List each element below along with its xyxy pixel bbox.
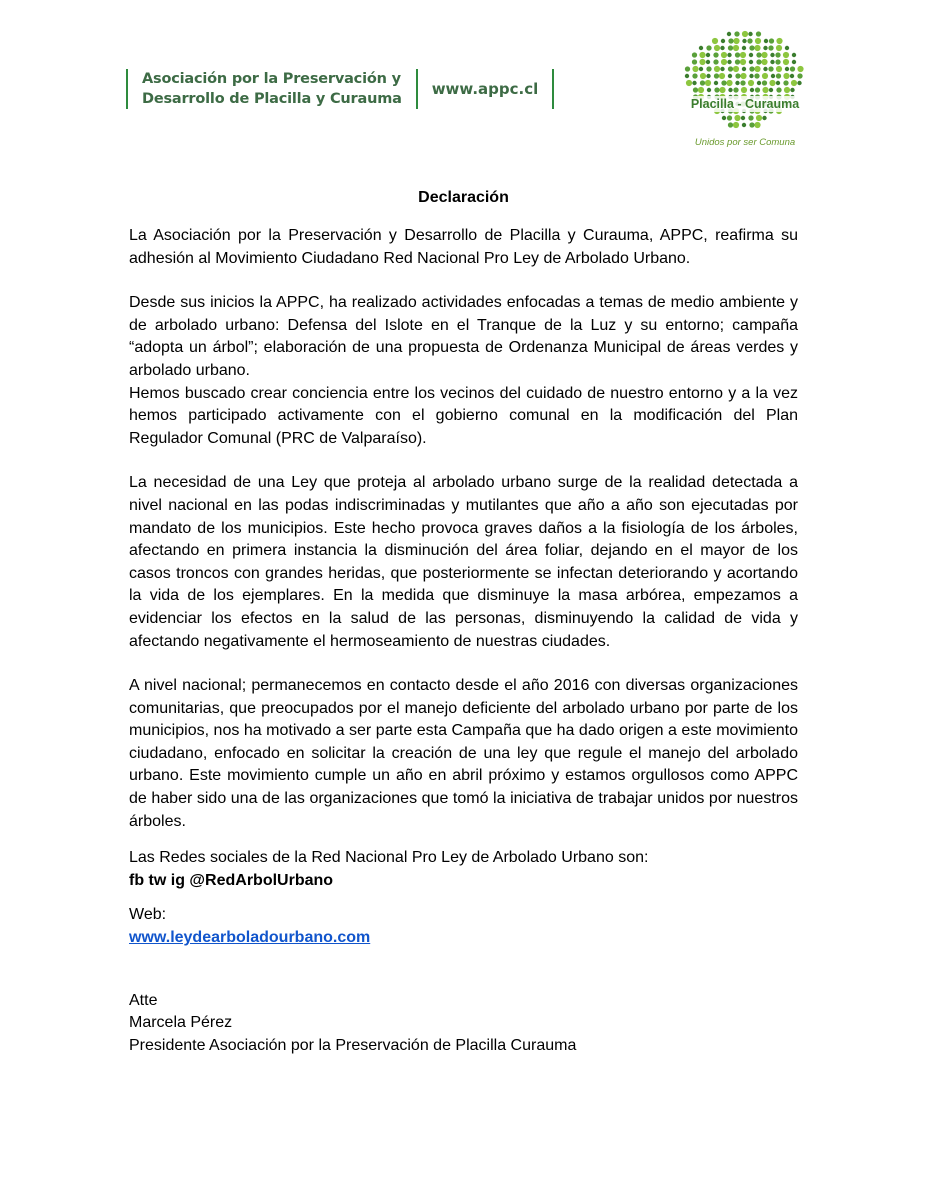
- logo-dot: [762, 87, 768, 93]
- logo-dot: [692, 66, 698, 72]
- logo-dot: [686, 80, 692, 86]
- logo-dot: [728, 45, 733, 50]
- logo-dot: [776, 73, 781, 78]
- logo-dot: [748, 80, 754, 86]
- logo-dot: [741, 116, 745, 120]
- logo-dot: [761, 52, 767, 58]
- logo-dot: [792, 60, 796, 64]
- logo-dot: [797, 73, 802, 78]
- logo-dot: [721, 80, 726, 85]
- logo-dot: [733, 38, 739, 44]
- signature-block: [129, 990, 798, 1058]
- logo-dot: [770, 53, 774, 57]
- logo-dot: [783, 80, 788, 85]
- logo-dot: [735, 73, 740, 78]
- logo-dot: [728, 74, 732, 78]
- logo-dot: [764, 39, 768, 43]
- logo-dot: [719, 87, 725, 93]
- logo-dot: [748, 115, 753, 120]
- logo-dot: [734, 31, 739, 36]
- logo-dot: [699, 67, 703, 71]
- logo-dot: [749, 45, 754, 50]
- logo-dot: [720, 46, 724, 50]
- logo-dot: [728, 122, 733, 127]
- logo-dot: [706, 66, 711, 71]
- logo-dot: [756, 31, 761, 36]
- logo-dot: [727, 115, 732, 120]
- logo-dot: [740, 52, 746, 58]
- placilla-curauma-logo: [680, 28, 810, 156]
- logo-dot: [727, 32, 731, 36]
- logo-dot: [775, 52, 780, 57]
- logo-dot: [750, 88, 754, 92]
- signer-title: Presidente Asociación por la Preservación de Placilla Curauma: [129, 1036, 577, 1054]
- logo-dot: [721, 52, 727, 58]
- logo-dot: [692, 73, 697, 78]
- logo-dot: [763, 67, 767, 71]
- logo-dot: [733, 66, 739, 72]
- logo-dot: [790, 74, 794, 78]
- logo-dot: [706, 45, 711, 50]
- logo-dot: [719, 73, 725, 79]
- logo-dot: [762, 80, 767, 85]
- declaration-document: [129, 187, 798, 1057]
- logo-dot: [754, 45, 760, 51]
- paragraph-activities: Desde sus inicios la APPC, ha realizado actividades enfocadas a temas de medio ambiente y de arbolado urbano: Defensa del Islote en el Tranque de la Luz y su entorno; campaña “adopta un árbol”; elaboración de una propuesta de Ordenanza Municipal de áreas verdes y arbolado urbano.: [129, 294, 798, 379]
- logo-dot: [721, 39, 725, 43]
- web-section: [129, 904, 798, 949]
- logo-dot: [776, 45, 782, 51]
- website-link[interactable]: www.leydearboladourbano.com: [129, 929, 371, 947]
- logo-dot: [791, 80, 797, 86]
- logo-dot: [770, 60, 774, 64]
- social-intro: Las Redes sociales de la Red Nacional Pro Ley de Arbolado Urbano son:: [129, 849, 649, 867]
- logo-dot: [735, 52, 740, 57]
- logo-dot: [769, 88, 773, 92]
- logo-dot: [714, 87, 719, 92]
- logo-dot: [768, 66, 773, 71]
- logo-dot: [742, 39, 746, 43]
- logo-dot: [706, 53, 710, 57]
- logo-dot: [714, 45, 720, 51]
- logo-dot: [748, 32, 752, 36]
- logo-dot: [784, 87, 790, 93]
- logo-dot: [698, 87, 704, 93]
- logo-dot: [720, 67, 724, 71]
- signer-name: Marcela Pérez: [129, 1014, 233, 1032]
- logo-dot: [735, 81, 739, 85]
- logo-dot: [728, 38, 733, 43]
- logo-dot: [776, 38, 782, 44]
- logo-dot: [742, 67, 746, 71]
- logo-dot: [769, 80, 775, 86]
- paragraph-awareness: Hemos buscado crear conciencia entre los vecinos del cuidado de nuestro entorno y a la vez hemos participado activamente con el gobierno comunal en la modificación del Plan Regulador Comunal (PRC de Valparaíso).: [129, 384, 798, 447]
- social-handles: fb tw ig @RedArbolUrbano: [129, 871, 334, 889]
- logo-dot: [700, 73, 706, 79]
- logo-tagline: Unidos por ser Comuna: [694, 137, 796, 148]
- logo-dot: [775, 59, 780, 64]
- social-networks: [129, 847, 798, 892]
- letterhead: [126, 69, 554, 109]
- logo-dot: [727, 60, 731, 64]
- logo-dot: [768, 45, 773, 50]
- logo-dot: [755, 87, 760, 92]
- paragraph-national: A nivel nacional; permanecemos en contacto desde el año 2016 con diversas organizaciones comunitarias, que preocupados por el manejo deficiente del arbolado urbano por parte de los municipios, nos ha motivado a ser parte esta Campaña que ha dado origen a este movimiento ciudadano, enfocado en solicitar la creación de una ley que regule el manejo del arbolado urbano. Este movimiento cumple un año en abril próximo y estamos orgullosos como APPC de haber sido una de las organizaciones que tomó la iniciativa de trabajar unidos por nuestros árboles.: [129, 677, 798, 830]
- logo-dot: [761, 59, 767, 65]
- logo-dot: [742, 31, 748, 37]
- logo-dot: [726, 80, 732, 86]
- logo-dot: [762, 116, 766, 120]
- logo-dot: [685, 66, 690, 71]
- logo-dot: [776, 87, 781, 92]
- logo-dot: [700, 80, 705, 85]
- logo-dot: [741, 87, 747, 93]
- logo-dot: [762, 73, 768, 79]
- logo-dot: [776, 66, 782, 72]
- logo-dot: [783, 73, 789, 79]
- logo-dot: [756, 52, 761, 57]
- logo-dot: [747, 38, 752, 43]
- logo-dot: [733, 122, 739, 128]
- logo-dot: [733, 87, 738, 92]
- logo-dot: [749, 122, 754, 127]
- logo-dot: [693, 87, 698, 92]
- logo-dot: [733, 45, 739, 51]
- divider: [552, 69, 554, 109]
- logo-dot: [742, 123, 746, 127]
- logo-dot: [785, 67, 789, 71]
- logo-dot: [705, 80, 711, 86]
- logo-dot: [714, 66, 720, 72]
- logo-dot: [763, 46, 767, 50]
- logo-dot: [734, 115, 740, 121]
- logo-title: Placilla - Curauma: [680, 96, 810, 112]
- logo-dot: [754, 66, 760, 72]
- logo-dot: [740, 80, 745, 85]
- logo-dot: [754, 122, 760, 128]
- logo-dot: [713, 59, 718, 64]
- logo-dot: [783, 59, 789, 65]
- logo-dot: [699, 59, 705, 65]
- logo-dot: [749, 60, 753, 64]
- logo-dot: [699, 46, 703, 50]
- logo-dot: [706, 60, 710, 64]
- organization-website: www.appc.cl: [431, 80, 539, 98]
- logo-dot: [783, 52, 789, 58]
- logo-dot: [797, 66, 803, 72]
- logo-dot: [707, 88, 711, 92]
- logo-dot: [756, 59, 761, 64]
- logo-dot: [714, 73, 719, 78]
- logo-dot: [714, 81, 718, 85]
- logo-dot: [785, 46, 789, 50]
- organization-name-line2: Desarrollo de Placilla y Curauma: [142, 91, 402, 107]
- logo-dot: [756, 115, 762, 121]
- logo-dot: [692, 59, 697, 64]
- logo-dot: [728, 66, 733, 71]
- logo-dot: [792, 53, 796, 57]
- logo-dot: [749, 74, 753, 78]
- logo-dot: [749, 53, 753, 57]
- document-title: Declaración: [418, 189, 509, 206]
- logo-dot: [735, 59, 740, 64]
- logo-dot: [790, 66, 795, 71]
- web-label: Web:: [129, 906, 167, 924]
- paragraph-adhesion: La Asociación por la Preservación y Desarrollo de Placilla y Curauma, APPC, reafirma su adhesión al Movimiento Ciudadano Red Nacional Pro Ley de Arbolado Urbano.: [129, 227, 798, 267]
- logo-dot: [692, 81, 696, 85]
- logo-dot: [749, 66, 754, 71]
- logo-dot: [754, 73, 759, 78]
- logo-dot: [721, 59, 727, 65]
- logo-dot: [771, 74, 775, 78]
- logo-dot: [722, 116, 726, 120]
- logo-dot: [740, 59, 746, 65]
- logo-dot: [755, 38, 761, 44]
- logo-dot: [692, 52, 697, 57]
- logo-dot: [685, 74, 689, 78]
- logo-dot: [727, 53, 731, 57]
- logo-dot: [712, 38, 718, 44]
- logo-dot: [740, 73, 746, 79]
- logo-dot: [776, 81, 780, 85]
- closing: Atte: [129, 991, 158, 1009]
- logo-dot: [713, 52, 718, 57]
- organization-name-line1: Asociación por la Preservación y: [142, 71, 401, 87]
- organization-name: [128, 69, 402, 109]
- logo-dot: [699, 52, 705, 58]
- logo-dot: [728, 88, 732, 92]
- logo-dot: [757, 81, 761, 85]
- logo-dot: [797, 81, 801, 85]
- logo-dot: [742, 46, 746, 50]
- logo-dot: [790, 88, 794, 92]
- logo-dot: [769, 38, 774, 43]
- logo-dot: [706, 74, 710, 78]
- paragraph-law-need: La necesidad de una Ley que proteja al arbolado urbano surge de la realidad detectada a nivel nacional en las podas indiscriminadas y mutilantes que año a año son ejecutadas por mandato de los municipios. Este hecho provoca graves daños a la fisiología de los árboles, afectando en primera instancia la disminución del área foliar, dejando en el mayor de los casos troncos con grandes heridas, que posteriormente se infectan deteriorando y acortando la vida de los ejemplares. En la medida que disminuye la masa arbórea, empezamos a evidenciar los efectos en la salud de las personas, disminuyendo la calidad de vida y afectando negativamente el hermoseamiento de nuestras ciudades.: [129, 474, 798, 650]
